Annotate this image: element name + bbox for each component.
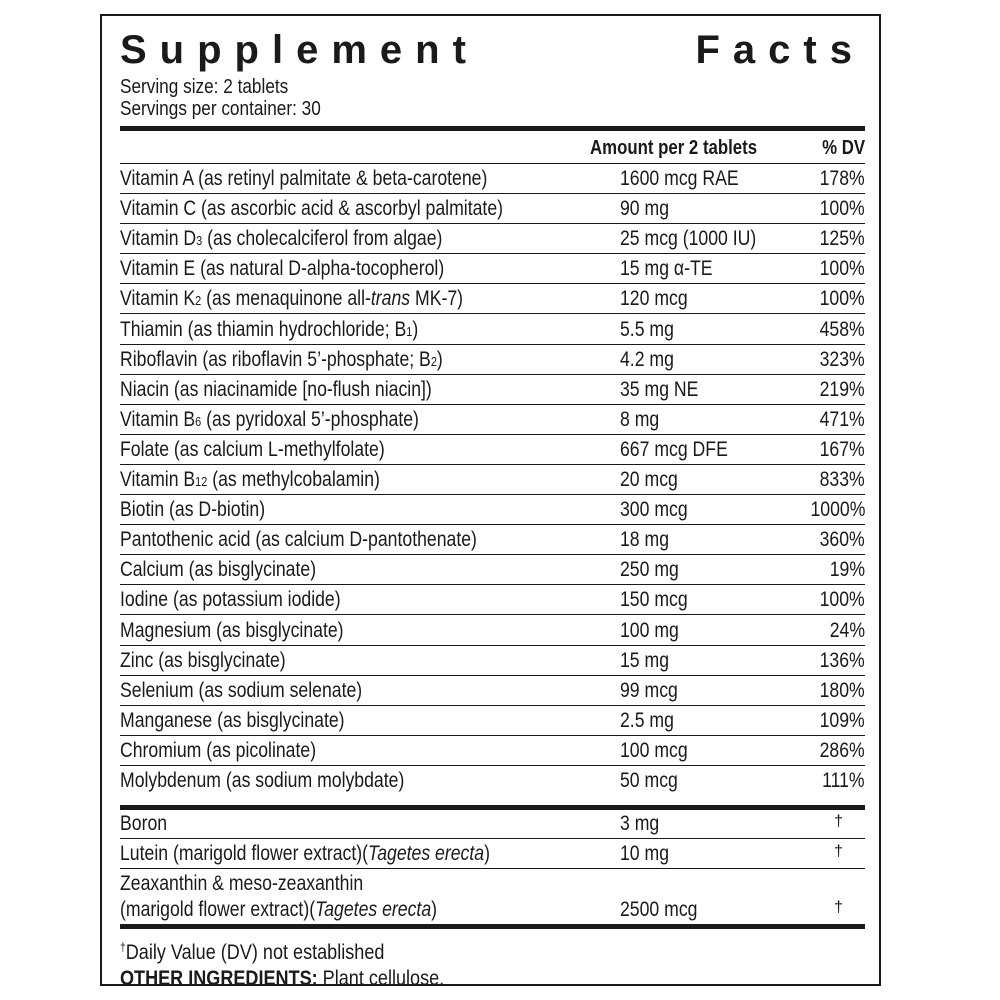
nutrient-name-part: ) bbox=[431, 898, 438, 921]
nutrient-amount: 120 mcg bbox=[620, 287, 688, 311]
other-ingredients-text: Plant cellulose. bbox=[317, 967, 445, 990]
other-nutrient-row bbox=[120, 839, 865, 869]
thick-divider-top bbox=[120, 126, 865, 131]
nutrient-amount: 10 mg bbox=[620, 842, 670, 865]
nutrient-name-part: ) bbox=[436, 347, 443, 371]
nutrient-dv: 100% bbox=[819, 257, 865, 281]
nutrient-dv: 100% bbox=[819, 197, 865, 221]
nutrient-row bbox=[120, 555, 865, 585]
nutrient-name: Pantothenic acid (as calcium D-pantothenate) bbox=[120, 528, 477, 552]
nutrient-amount: 8 mg bbox=[620, 407, 660, 431]
nutrient-amount: 250 mg bbox=[620, 558, 679, 582]
dv-not-established-dagger: † bbox=[834, 899, 843, 916]
nutrient-name-part: (as menaquinone all- bbox=[201, 287, 371, 311]
nutrient-dv: 24% bbox=[829, 618, 865, 642]
nutrient-dv: 833% bbox=[819, 468, 865, 491]
nutrient-name bbox=[120, 224, 442, 256]
footnote-dagger: † bbox=[120, 940, 126, 954]
nutrient-name: Calcium (as bisglycinate) bbox=[120, 558, 317, 582]
thick-divider-bottom bbox=[120, 924, 865, 929]
nutrient-name: Biotin (as D-biotin) bbox=[120, 498, 266, 522]
nutrient-name bbox=[120, 871, 437, 923]
other-nutrient-row bbox=[120, 809, 865, 839]
dv-not-established-dagger: † bbox=[834, 843, 843, 860]
nutrient-row bbox=[120, 435, 865, 465]
nutrient-row bbox=[120, 164, 865, 194]
nutrient-dv: 100% bbox=[819, 287, 865, 311]
nutrient-name: Selenium (as sodium selenate) bbox=[120, 678, 363, 702]
footnote-text: Daily Value (DV) not established bbox=[125, 941, 385, 964]
nutrient-row bbox=[120, 405, 865, 435]
nutrient-name-part: ) bbox=[484, 842, 490, 865]
nutrient-row bbox=[120, 676, 865, 706]
nutrient-name-part: (marigold flower extract)( bbox=[120, 898, 316, 921]
nutrient-row bbox=[120, 766, 865, 796]
nutrient-row bbox=[120, 706, 865, 736]
nutrient-dv: 19% bbox=[829, 558, 865, 582]
title-word-supplement: Supplement bbox=[120, 28, 479, 72]
nutrient-row bbox=[120, 736, 865, 766]
other-ingredients bbox=[120, 966, 444, 992]
nutrient-name-part: (as cholecalciferol from algae) bbox=[202, 227, 443, 251]
nutrient-name: Magnesium (as bisglycinate) bbox=[120, 618, 344, 642]
nutrient-amount: 18 mg bbox=[620, 528, 670, 552]
nutrient-dv: 111% bbox=[822, 769, 865, 792]
nutrient-name: Vitamin C (as ascorbic acid & ascorbyl palmitate) bbox=[120, 197, 504, 221]
nutrient-name-part: Riboflavin (as riboflavin 5’-phosphate; B bbox=[120, 347, 431, 371]
nutrient-dv: 1000% bbox=[810, 498, 865, 522]
servings-per-container: Servings per container: 30 bbox=[120, 98, 321, 120]
nutrient-name bbox=[120, 284, 463, 316]
nutrient-name-part: MK-7) bbox=[410, 287, 464, 311]
nutrient-row bbox=[120, 525, 865, 555]
nutrient-row bbox=[120, 465, 865, 495]
nutrient-name-italic: Tagetes erecta bbox=[315, 898, 432, 921]
nutrient-dv: 458% bbox=[819, 317, 865, 341]
nutrient-name-part: Vitamin D bbox=[120, 227, 197, 251]
nutrient-name-part: Vitamin B bbox=[120, 407, 196, 431]
nutrient-name-subscript: 2 bbox=[430, 353, 437, 369]
nutrient-dv: 125% bbox=[819, 227, 865, 251]
nutrient-dv: 167% bbox=[819, 437, 865, 461]
nutrient-name-part: Thiamin (as thiamin hydrochloride; B bbox=[120, 317, 407, 341]
nutrient-name-subscript: 1 bbox=[406, 323, 413, 339]
nutrient-amount: 99 mcg bbox=[620, 678, 678, 702]
nutrient-amount: 100 mg bbox=[620, 618, 679, 642]
title-word-facts: Facts bbox=[695, 28, 865, 72]
nutrient-row bbox=[120, 315, 865, 345]
other-nutrient-row bbox=[120, 869, 865, 927]
nutrient-amount: 3 mg bbox=[620, 812, 660, 835]
nutrient-amount: 20 mcg bbox=[620, 468, 678, 491]
nutrient-row bbox=[120, 224, 865, 254]
nutrient-row bbox=[120, 495, 865, 525]
nutrient-amount: 4.2 mg bbox=[620, 347, 674, 371]
nutrient-amount: 1600 mcg RAE bbox=[620, 167, 739, 190]
nutrient-dv: 136% bbox=[819, 648, 865, 672]
nutrient-row bbox=[120, 345, 865, 375]
nutrient-row bbox=[120, 616, 865, 646]
nutrient-amount: 25 mcg (1000 IU) bbox=[620, 227, 757, 251]
nutrient-dv: 100% bbox=[819, 588, 865, 612]
nutrient-name-part: Vitamin K bbox=[120, 287, 196, 311]
nutrient-name bbox=[120, 839, 490, 869]
nutrient-name-subscript: 2 bbox=[195, 293, 202, 309]
nutrient-amount: 15 mg α-TE bbox=[620, 257, 713, 281]
nutrient-dv: 178% bbox=[819, 167, 865, 190]
dv-not-established-dagger: † bbox=[834, 813, 843, 830]
nutrient-dv: 109% bbox=[819, 708, 865, 732]
column-header-dv: % DV bbox=[822, 137, 865, 159]
column-header-amount: Amount per 2 tablets bbox=[590, 137, 758, 159]
supplement-facts-panel bbox=[100, 14, 881, 990]
nutrient-amount: 50 mcg bbox=[620, 769, 678, 792]
nutrient-name: Folate (as calcium L-methylfolate) bbox=[120, 437, 385, 461]
nutrient-row bbox=[120, 646, 865, 676]
nutrient-name: Boron bbox=[120, 812, 168, 835]
nutrient-row bbox=[120, 585, 865, 615]
nutrient-name: Vitamin E (as natural D-alpha-tocopherol) bbox=[120, 257, 445, 281]
dv-footnote bbox=[120, 934, 384, 966]
serving-info bbox=[120, 76, 321, 120]
nutrient-dv: 219% bbox=[819, 377, 865, 401]
nutrient-name-part: ) bbox=[412, 317, 419, 341]
nutrient-amount: 2500 mcg bbox=[620, 898, 698, 921]
nutrient-name: Molybdenum (as sodium molybdate) bbox=[120, 769, 405, 792]
panel-title bbox=[120, 24, 865, 76]
nutrient-name: Vitamin A (as retinyl palmitate & beta-carotene) bbox=[120, 167, 488, 190]
nutrient-amount: 100 mcg bbox=[620, 738, 688, 762]
nutrient-name: Iodine (as potassium iodide) bbox=[120, 588, 341, 612]
nutrient-dv: 323% bbox=[819, 347, 865, 371]
nutrient-name bbox=[120, 315, 418, 347]
nutrient-dv: 286% bbox=[819, 738, 865, 762]
nutrient-name-subscript: 3 bbox=[196, 233, 203, 249]
other-ingredients-label: OTHER INGREDIENTS: bbox=[120, 967, 318, 990]
nutrient-name-part: (as pyridoxal 5’-phosphate) bbox=[201, 407, 419, 431]
nutrient-amount: 667 mcg DFE bbox=[620, 437, 728, 461]
nutrient-amount: 35 mg NE bbox=[620, 377, 699, 401]
nutrient-amount: 150 mcg bbox=[620, 588, 688, 612]
nutrient-name-line1: Zeaxanthin & meso-zeaxanthin bbox=[120, 872, 364, 895]
nutrient-dv: 471% bbox=[819, 407, 865, 431]
nutrient-name-subscript: 12 bbox=[195, 474, 208, 489]
nutrient-name-part: Vitamin B bbox=[120, 468, 196, 491]
nutrient-name bbox=[120, 465, 380, 497]
nutrient-name-italic: trans bbox=[370, 287, 411, 311]
nutrient-amount: 5.5 mg bbox=[620, 317, 674, 341]
nutrient-name: Chromium (as picolinate) bbox=[120, 738, 317, 762]
serving-size: Serving size: 2 tablets bbox=[120, 76, 289, 98]
nutrient-name-part: Lutein (marigold flower extract)( bbox=[120, 842, 369, 865]
panel-content bbox=[120, 16, 865, 990]
column-header-row bbox=[120, 134, 865, 164]
nutrient-name bbox=[120, 345, 443, 377]
nutrient-row bbox=[120, 254, 865, 284]
nutrient-dv: 360% bbox=[819, 528, 865, 552]
nutrient-amount: 300 mcg bbox=[620, 498, 688, 522]
nutrient-name: Niacin (as niacinamide [no-flush niacin]) bbox=[120, 377, 432, 401]
nutrient-name-part: (as methylcobalamin) bbox=[207, 468, 380, 491]
nutrient-name-italic: Tagetes erecta bbox=[368, 842, 485, 865]
nutrient-name: Manganese (as bisglycinate) bbox=[120, 708, 345, 732]
nutrient-dv: 180% bbox=[819, 678, 865, 702]
nutrient-name-subscript: 6 bbox=[195, 413, 202, 429]
nutrient-amount: 15 mg bbox=[620, 648, 670, 672]
nutrient-amount: 90 mg bbox=[620, 197, 670, 221]
nutrient-amount: 2.5 mg bbox=[620, 708, 674, 732]
nutrient-row bbox=[120, 375, 865, 405]
nutrient-name bbox=[120, 405, 419, 437]
nutrient-row bbox=[120, 194, 865, 224]
nutrient-row bbox=[120, 284, 865, 314]
nutrient-name: Zinc (as bisglycinate) bbox=[120, 648, 286, 672]
